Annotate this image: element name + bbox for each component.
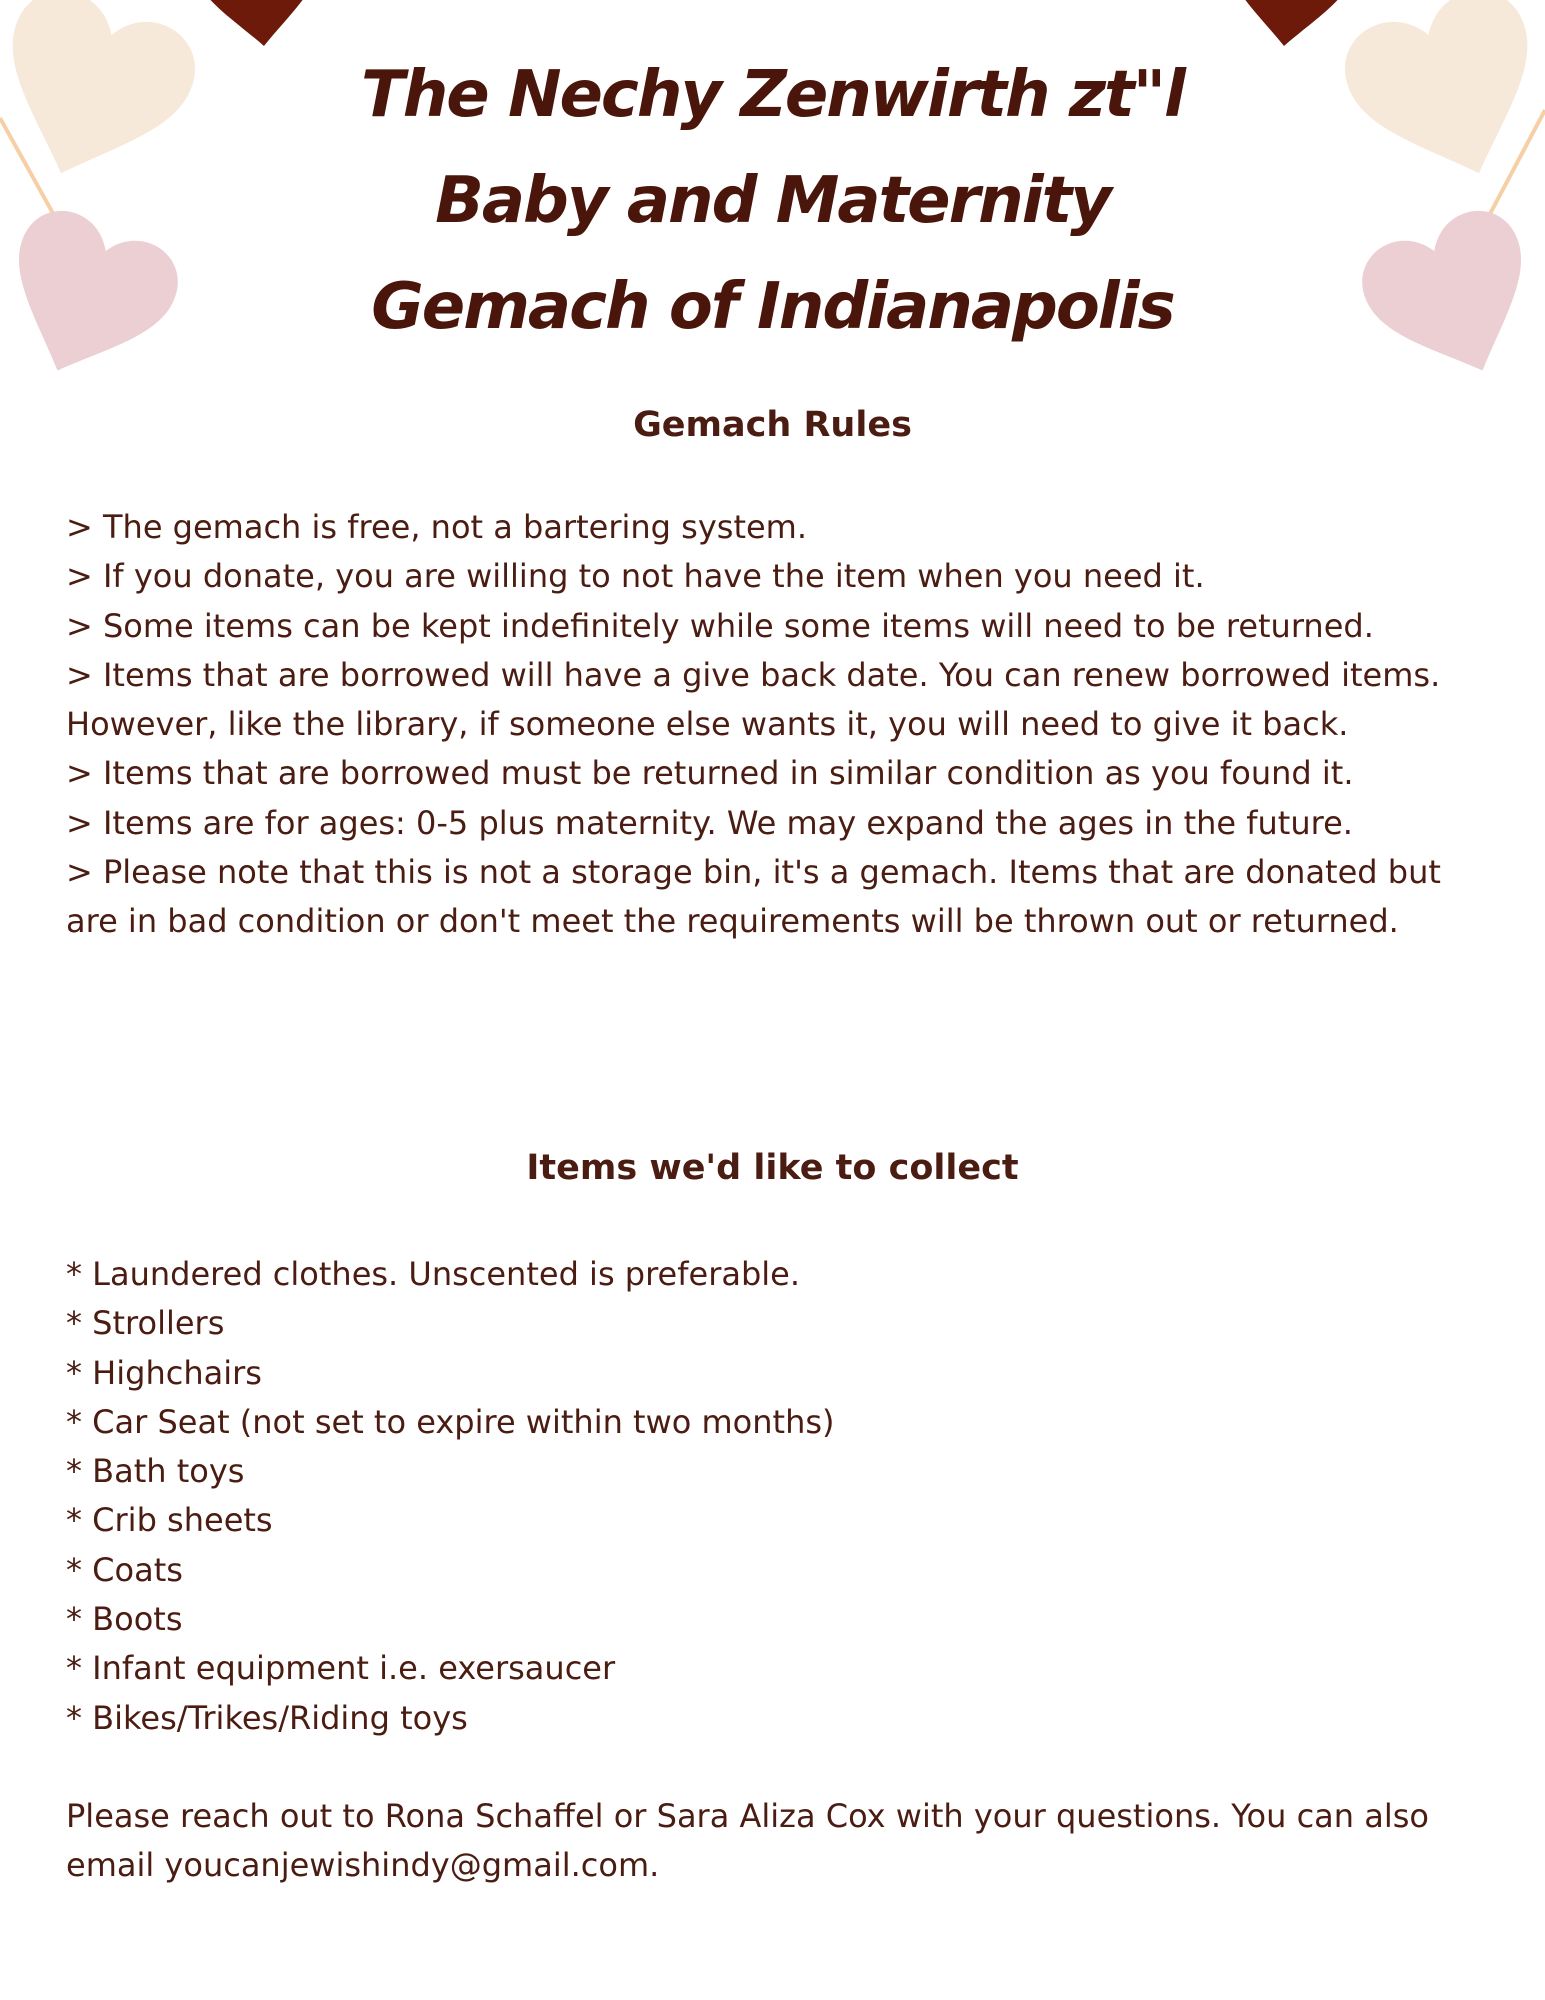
- rule-item: > Items are for ages: 0-5 plus maternity. We may expand the ages in the future.: [66, 803, 1353, 842]
- collect-item: * Bikes/Trikes/Riding toys: [66, 1698, 468, 1737]
- rule-item: > Please note that this is not a storage bin, it's a gemach. Items that are donated but are in bad condition or don't meet the requirements will be thrown out or returned.: [66, 853, 1441, 941]
- collect-item: * Highchairs: [66, 1353, 262, 1392]
- collect-item: * Coats: [66, 1550, 183, 1589]
- collect-heading: Items we'd like to collect: [526, 1148, 1019, 1188]
- rules-list: [66, 503, 1486, 947]
- collect-list: [66, 1250, 1486, 1743]
- title-line: The Nechy Zenwirth zt"l: [361, 58, 1184, 132]
- collect-item: * Boots: [66, 1600, 183, 1639]
- title-line: Gemach of Indianapolis: [371, 270, 1174, 344]
- rule-item: > Items that are borrowed will have a give back date. You can renew borrowed items. However, like the library, if someone else wants it, you will need to give it back.: [66, 655, 1441, 744]
- rule-item: > Items that are borrowed must be returned in similar condition as you found it.: [66, 754, 1354, 793]
- rule-item: > Some items can be kept indefinitely while some items will need to be returned.: [66, 606, 1374, 645]
- page-title: [0, 42, 1545, 360]
- contact-paragraph: Please reach out to Rona Schaffel or Sara Aliza Cox with your questions. You can also email youcanjewishindy@gmail.com.: [66, 1797, 1429, 1885]
- title-line: Baby and Maternity: [435, 164, 1110, 238]
- collect-item: * Laundered clothes. Unscented is preferable.: [66, 1255, 801, 1293]
- collect-item: * Car Seat (not set to expire within two months): [66, 1402, 835, 1441]
- rule-item: > If you donate, you are willing to not have the item when you need it.: [66, 557, 1205, 596]
- collect-item: * Infant equipment i.e. exersaucer: [66, 1649, 616, 1688]
- collect-item: * Crib sheets: [66, 1501, 273, 1540]
- collect-item: * Strollers: [66, 1304, 225, 1343]
- rule-item: > The gemach is free, not a bartering system.: [66, 508, 808, 546]
- rules-heading: Gemach Rules: [633, 405, 912, 445]
- collect-item: * Bath toys: [66, 1452, 245, 1491]
